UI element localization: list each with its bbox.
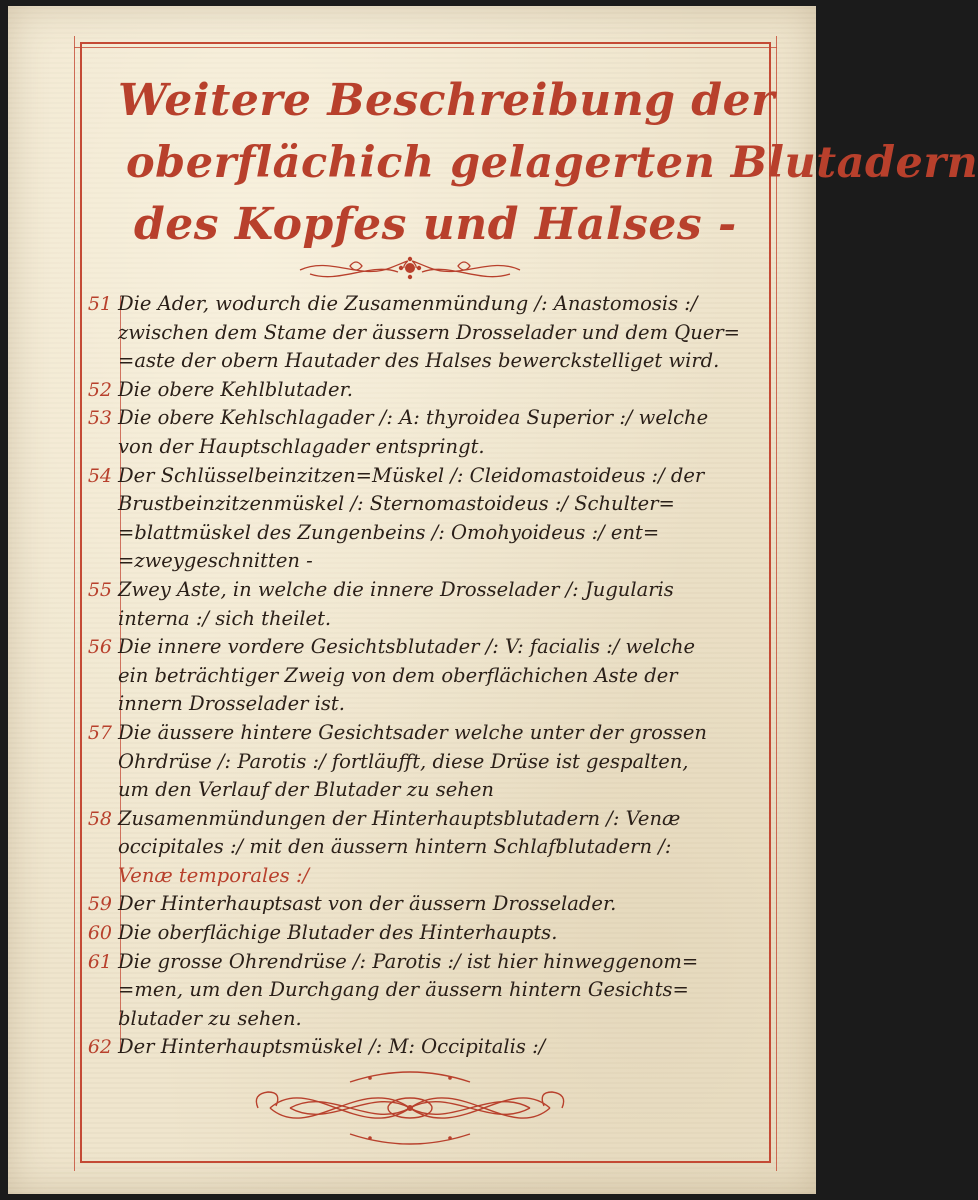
entry-number: 51 — [87, 293, 112, 315]
frame-left-rule-outer — [74, 36, 75, 1171]
entry-line: Der Hinterhauptsmüskel /: M: Occipitalis :/ — [118, 1035, 546, 1059]
entry-line: =zweygeschnitten - — [118, 549, 313, 573]
entry-line: Brustbeinzitzenmüskel /: Sternomastoideus :/ Schulter= — [118, 492, 675, 516]
entry-text — [118, 633, 764, 719]
entry-text — [118, 948, 764, 1034]
entry-number: 52 — [87, 378, 112, 401]
entry-number: 58 — [87, 807, 112, 830]
list-item — [76, 404, 764, 461]
frame-top-rule — [80, 42, 771, 44]
page-title — [90, 70, 978, 256]
entry-number: 53 — [87, 407, 112, 430]
entry-number: 55 — [87, 578, 112, 601]
entry-line: Der Hinterhauptsast von der äussern Drosselader. — [118, 892, 617, 916]
frame-right-rule-outer — [776, 36, 777, 1171]
entry-number: 59 — [87, 893, 112, 916]
entry-text — [118, 290, 764, 376]
list-item — [76, 1033, 764, 1062]
entry-list — [76, 290, 764, 1062]
frame-bottom-rule — [80, 1161, 771, 1163]
flourish-ornament-top — [290, 250, 530, 286]
entry-line: =men, um den Durchgang der äussern hintern Gesichts= — [118, 978, 689, 1002]
frame-right-rule — [769, 42, 771, 1163]
entry-line: Die grosse Ohrendrüse /: Parotis :/ ist hier hinweggenom= — [118, 949, 699, 973]
list-item — [76, 576, 764, 633]
entry-text — [118, 576, 764, 633]
list-item — [76, 805, 764, 891]
list-item — [76, 890, 764, 919]
entry-number: 56 — [87, 636, 112, 659]
list-item — [76, 376, 764, 405]
entry-line: Die innere vordere Gesichtsblutader /: V: facialis :/ welche — [118, 635, 696, 659]
entry-number: 62 — [87, 1036, 112, 1059]
entry-line: Zwey Aste, in welche die innere Drosselader /: Jugularis — [118, 577, 674, 601]
entry-text — [118, 1033, 764, 1062]
title-line-1: Weitere Beschreibung der — [118, 75, 775, 126]
entry-line: blutader zu sehen. — [118, 1006, 302, 1030]
entry-line: Die Ader, wodurch die Zusamenmündung /: Anastomosis :/ — [118, 292, 698, 315]
entry-line: Venæ temporales :/ — [118, 863, 310, 887]
entry-line: innern Drosselader ist. — [118, 692, 345, 716]
entry-number: 54 — [87, 464, 112, 487]
entry-text — [118, 919, 764, 948]
entry-text — [118, 719, 764, 805]
title-line-2: oberflächich gelagerten Blutadern — [126, 138, 978, 188]
list-item — [76, 719, 764, 805]
entry-line: Die oberflächige Blutader des Hinterhaupts. — [118, 921, 558, 945]
entry-line: zwischen dem Stame der äussern Drosselader und dem Quer= — [118, 320, 741, 344]
entry-text — [118, 376, 764, 405]
entry-line: von der Hauptschlagader entspringt. — [118, 434, 485, 458]
title-line-3: des Kopfes und Halses - — [134, 199, 737, 250]
entry-line: interna :/ sich theilet. — [118, 606, 332, 630]
entry-line: =aste der obern Hautader des Halses bewerckstelliget wird. — [118, 349, 720, 373]
entry-line: Zusamenmündungen der Hinterhauptsblutadern /: Venæ — [118, 806, 681, 830]
entry-line: =blattmüskel des Zungenbeins /: Omohyoideus :/ ent= — [118, 520, 660, 544]
entry-line: occipitales :/ mit den äussern hintern Schlafblutadern /: — [118, 835, 672, 859]
list-item — [76, 290, 764, 376]
list-item — [76, 919, 764, 948]
entry-text — [118, 890, 764, 919]
entry-line: Die obere Kehlblutader. — [118, 377, 353, 401]
entry-line: Der Schlüsselbeinzitzen=Müskel /: Cleidomastoideus :/ der — [118, 463, 705, 487]
entry-number: 60 — [87, 922, 112, 945]
entry-line: Die äussere hintere Gesichtsader welche unter der grossen — [118, 720, 707, 744]
entry-number: 57 — [87, 721, 112, 744]
list-item — [76, 462, 764, 576]
entry-text — [118, 404, 764, 461]
entry-text — [118, 805, 764, 891]
flourish-ornament-bottom — [250, 1068, 570, 1150]
entry-line: Die obere Kehlschlagader /: A: thyroidea Superior :/ welche — [118, 406, 709, 430]
entry-line: um den Verlauf der Blutader zu sehen — [118, 778, 494, 802]
entry-text — [118, 462, 764, 576]
list-item — [76, 948, 764, 1034]
entry-line: ein beträchtiger Zweig von dem oberflächichen Aste der — [118, 663, 678, 687]
entry-number: 61 — [87, 950, 112, 973]
entry-line: Ohrdrüse /: Parotis :/ fortläufft, diese Drüse ist gespalten, — [118, 749, 689, 773]
list-item — [76, 633, 764, 719]
frame-top-rule-outer — [74, 47, 777, 48]
